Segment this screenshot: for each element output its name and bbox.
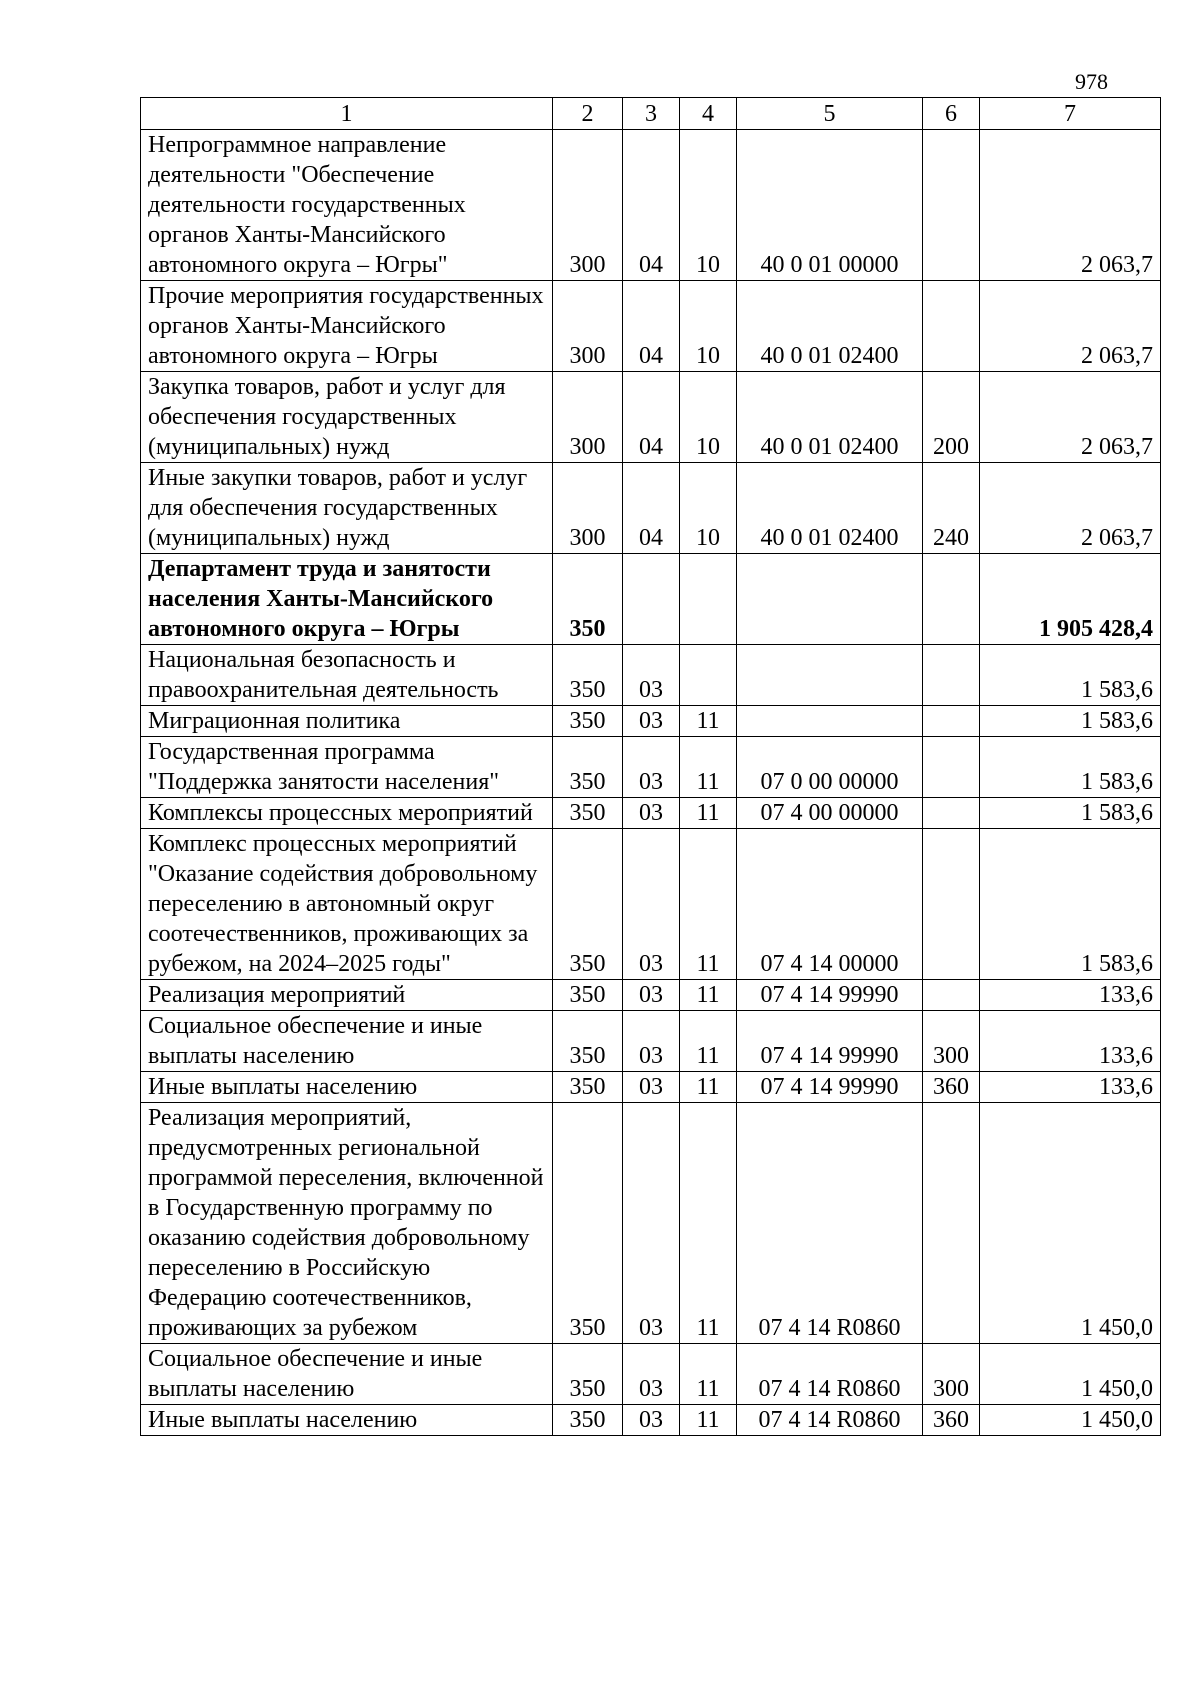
cell-col-2: 300 (553, 372, 623, 463)
cell-col-3: 03 (623, 645, 680, 706)
cell-col-3: 03 (623, 829, 680, 980)
cell-col-6 (923, 281, 980, 372)
table-row (141, 554, 1161, 645)
cell-col-3: 03 (623, 1072, 680, 1103)
cell-col-6 (923, 1103, 980, 1344)
cell-col-7-amount: 2 063,7 (980, 372, 1161, 463)
cell-col-6 (923, 798, 980, 829)
cell-col-6 (923, 706, 980, 737)
row-name-cell: Прочие мероприятия государственных органов Ханты-Мансийского автономного округа – Югры (141, 281, 553, 372)
column-header: 4 (680, 98, 737, 130)
cell-col-5 (737, 554, 923, 645)
cell-col-6 (923, 554, 980, 645)
cell-col-3: 03 (623, 1011, 680, 1072)
cell-col-6: 300 (923, 1344, 980, 1405)
cell-col-5 (737, 706, 923, 737)
cell-col-7-amount: 1 583,6 (980, 645, 1161, 706)
cell-col-2: 350 (553, 829, 623, 980)
cell-col-5: 07 4 14 99990 (737, 980, 923, 1011)
cell-col-7-amount: 1 450,0 (980, 1344, 1161, 1405)
cell-col-4 (680, 645, 737, 706)
table-row (141, 1103, 1161, 1344)
cell-col-4: 11 (680, 1344, 737, 1405)
cell-col-2: 300 (553, 463, 623, 554)
row-name-cell: Комплексы процессных мероприятий (141, 798, 553, 829)
cell-col-7-amount: 133,6 (980, 1011, 1161, 1072)
row-name-cell: Миграционная политика (141, 706, 553, 737)
cell-col-2: 350 (553, 1344, 623, 1405)
header-row (141, 98, 1161, 130)
cell-col-2: 350 (553, 645, 623, 706)
table-row (141, 463, 1161, 554)
row-name-cell: Комплекс процессных мероприятий "Оказание содействия добровольному переселению в автономный округ соотечественников, проживающих за рубежом, на 2024–2025 годы" (141, 829, 553, 980)
cell-col-3: 03 (623, 737, 680, 798)
cell-col-4: 11 (680, 829, 737, 980)
cell-col-6 (923, 737, 980, 798)
cell-col-4: 11 (680, 1103, 737, 1344)
cell-col-3: 03 (623, 798, 680, 829)
cell-col-4: 10 (680, 130, 737, 281)
column-header: 6 (923, 98, 980, 130)
cell-col-2: 350 (553, 1103, 623, 1344)
cell-col-5: 07 4 00 00000 (737, 798, 923, 829)
row-name-cell: Реализация мероприятий, предусмотренных региональной программой переселения, включенной в Государственную программу по оказанию содействия добровольному переселению в Российскую Федерацию соотечественников, проживающих за рубежом (141, 1103, 553, 1344)
cell-col-2: 350 (553, 798, 623, 829)
table-row (141, 798, 1161, 829)
table-row (141, 1011, 1161, 1072)
cell-col-7-amount: 1 583,6 (980, 706, 1161, 737)
cell-col-3: 04 (623, 281, 680, 372)
cell-col-6: 200 (923, 372, 980, 463)
cell-col-3: 04 (623, 372, 680, 463)
cell-col-7-amount: 1 583,6 (980, 798, 1161, 829)
cell-col-4: 10 (680, 463, 737, 554)
column-header: 7 (980, 98, 1161, 130)
cell-col-4: 11 (680, 737, 737, 798)
column-header: 2 (553, 98, 623, 130)
cell-col-5: 07 4 14 R0860 (737, 1344, 923, 1405)
cell-col-3: 03 (623, 1344, 680, 1405)
cell-col-4: 10 (680, 372, 737, 463)
cell-col-4: 11 (680, 1072, 737, 1103)
table-row (141, 130, 1161, 281)
cell-col-2: 350 (553, 706, 623, 737)
cell-col-7-amount: 1 450,0 (980, 1103, 1161, 1344)
cell-col-3: 03 (623, 1103, 680, 1344)
row-name-cell: Иные закупки товаров, работ и услуг для обеспечения государственных (муниципальных) нужд (141, 463, 553, 554)
page-number: 978 (1075, 69, 1108, 94)
cell-col-6 (923, 980, 980, 1011)
cell-col-3: 03 (623, 1405, 680, 1436)
cell-col-5: 40 0 01 02400 (737, 463, 923, 554)
row-name-cell: Социальное обеспечение и иные выплаты населению (141, 1344, 553, 1405)
table-row (141, 372, 1161, 463)
row-name-cell: Государственная программа "Поддержка занятости населения" (141, 737, 553, 798)
table-row (141, 737, 1161, 798)
cell-col-2: 350 (553, 1405, 623, 1436)
row-name-cell: Национальная безопасность и правоохранительная деятельность (141, 645, 553, 706)
cell-col-6 (923, 645, 980, 706)
cell-col-6: 360 (923, 1405, 980, 1436)
cell-col-7-amount: 2 063,7 (980, 130, 1161, 281)
table-row (141, 980, 1161, 1011)
budget-table (140, 97, 1161, 1436)
cell-col-4: 11 (680, 706, 737, 737)
row-name-cell: Реализация мероприятий (141, 980, 553, 1011)
cell-col-3 (623, 554, 680, 645)
cell-col-7-amount: 1 583,6 (980, 829, 1161, 980)
cell-col-7-amount: 1 450,0 (980, 1405, 1161, 1436)
cell-col-2: 350 (553, 554, 623, 645)
cell-col-2: 300 (553, 281, 623, 372)
row-name-cell: Социальное обеспечение и иные выплаты населению (141, 1011, 553, 1072)
cell-col-2: 350 (553, 1072, 623, 1103)
cell-col-3: 04 (623, 130, 680, 281)
cell-col-6 (923, 829, 980, 980)
cell-col-4: 11 (680, 798, 737, 829)
cell-col-2: 300 (553, 130, 623, 281)
cell-col-5: 07 4 14 R0860 (737, 1103, 923, 1344)
cell-col-5: 07 4 14 99990 (737, 1011, 923, 1072)
cell-col-2: 350 (553, 980, 623, 1011)
table-row (141, 1072, 1161, 1103)
cell-col-7-amount: 1 905 428,4 (980, 554, 1161, 645)
table-row (141, 1405, 1161, 1436)
cell-col-5: 40 0 01 00000 (737, 130, 923, 281)
cell-col-5 (737, 645, 923, 706)
table-row (141, 645, 1161, 706)
cell-col-6: 300 (923, 1011, 980, 1072)
cell-col-4: 10 (680, 281, 737, 372)
cell-col-5: 07 4 14 99990 (737, 1072, 923, 1103)
row-name-cell: Иные выплаты населению (141, 1405, 553, 1436)
column-header: 5 (737, 98, 923, 130)
cell-col-5: 07 0 00 00000 (737, 737, 923, 798)
table-row (141, 281, 1161, 372)
row-name-cell: Иные выплаты населению (141, 1072, 553, 1103)
cell-col-7-amount: 2 063,7 (980, 463, 1161, 554)
cell-col-7-amount: 2 063,7 (980, 281, 1161, 372)
table-row (141, 1344, 1161, 1405)
cell-col-4: 11 (680, 1405, 737, 1436)
cell-col-6: 360 (923, 1072, 980, 1103)
cell-col-3: 04 (623, 463, 680, 554)
cell-col-2: 350 (553, 1011, 623, 1072)
row-name-cell: Закупка товаров, работ и услуг для обеспечения государственных (муниципальных) нужд (141, 372, 553, 463)
cell-col-4 (680, 554, 737, 645)
cell-col-6 (923, 130, 980, 281)
cell-col-7-amount: 1 583,6 (980, 737, 1161, 798)
cell-col-4: 11 (680, 980, 737, 1011)
cell-col-3: 03 (623, 706, 680, 737)
column-header: 1 (141, 98, 553, 130)
column-header: 3 (623, 98, 680, 130)
cell-col-5: 40 0 01 02400 (737, 281, 923, 372)
cell-col-5: 07 4 14 R0860 (737, 1405, 923, 1436)
row-name-cell: Непрограммное направление деятельности "Обеспечение деятельности государственных органов Ханты-Мансийского автономного округа – Югры" (141, 130, 553, 281)
cell-col-7-amount: 133,6 (980, 1072, 1161, 1103)
cell-col-5: 40 0 01 02400 (737, 372, 923, 463)
cell-col-6: 240 (923, 463, 980, 554)
cell-col-2: 350 (553, 737, 623, 798)
cell-col-5: 07 4 14 00000 (737, 829, 923, 980)
table-row (141, 706, 1161, 737)
table-row (141, 829, 1161, 980)
row-name-cell: Департамент труда и занятости населения Ханты-Мансийского автономного округа – Югры (141, 554, 553, 645)
cell-col-4: 11 (680, 1011, 737, 1072)
cell-col-3: 03 (623, 980, 680, 1011)
cell-col-7-amount: 133,6 (980, 980, 1161, 1011)
